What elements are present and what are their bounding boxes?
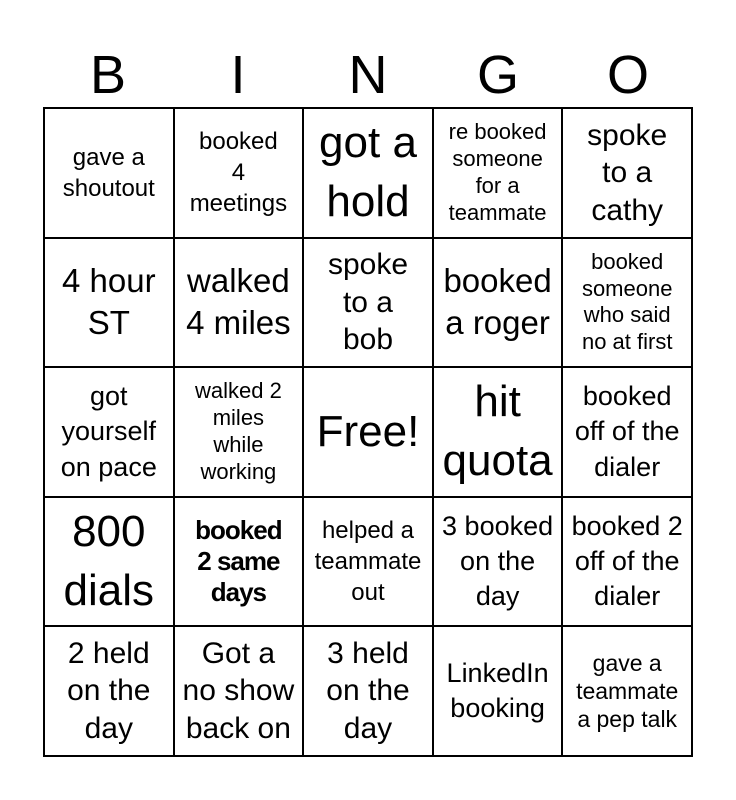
cell-text: booked someone who said no at first — [581, 248, 673, 355]
cell-text: 2 held on the day — [67, 636, 151, 745]
bingo-cell[interactable] — [433, 238, 563, 368]
cell-text: 800 dials — [63, 507, 155, 615]
bingo-cell[interactable] — [303, 238, 433, 368]
cell-text: booked a roger — [443, 261, 552, 342]
bingo-cell[interactable] — [303, 626, 433, 756]
cell-text: spoke to a cathy — [587, 118, 668, 227]
bingo-cell[interactable] — [433, 626, 563, 756]
bingo-cell[interactable] — [44, 367, 174, 497]
cell-text: Got a no show back on — [182, 636, 295, 745]
bingo-cell[interactable] — [174, 626, 304, 756]
bingo-cell[interactable] — [44, 626, 174, 756]
bingo-cell[interactable] — [562, 238, 692, 368]
bingo-cell[interactable] — [44, 108, 174, 238]
cell-text: gave a teammate a pep talk — [576, 650, 679, 733]
header-letter-g: G — [476, 45, 519, 105]
bingo-cell[interactable] — [174, 238, 304, 368]
bingo-cell[interactable] — [562, 108, 692, 238]
free-space-text: Free! — [316, 406, 420, 456]
cell-text: helped a teammate out — [314, 516, 422, 607]
cell-text: gave a shoutout — [62, 143, 155, 202]
bingo-cell[interactable] — [44, 238, 174, 368]
header-letter-b: B — [89, 45, 127, 105]
bingo-cell[interactable] — [303, 108, 433, 238]
cell-text: walked 2 miles while working — [194, 378, 282, 484]
cell-text: got yourself on pace — [60, 381, 157, 482]
bingo-cell[interactable] — [433, 497, 563, 627]
cell-text: walked 4 miles — [186, 261, 291, 342]
header-letter-n: N — [348, 45, 388, 105]
bingo-cell[interactable] — [174, 108, 304, 238]
bingo-card-grid — [43, 107, 693, 757]
cell-text: 3 held on the day — [326, 636, 410, 745]
bingo-cell[interactable] — [174, 497, 304, 627]
cell-text: LinkedIn booking — [446, 658, 549, 724]
bingo-cell[interactable] — [303, 497, 433, 627]
bingo-cell[interactable] — [433, 108, 563, 238]
free-space-cell[interactable] — [303, 367, 433, 497]
cell-text: booked off of the dialer — [574, 381, 680, 482]
bingo-cell[interactable] — [44, 497, 174, 627]
cell-text: booked 4 meetings — [189, 128, 288, 218]
cell-text: 3 booked on the day — [442, 510, 554, 612]
bingo-cell[interactable] — [562, 497, 692, 627]
cell-text: hit quota — [442, 377, 553, 485]
cell-text: got a hold — [319, 118, 417, 226]
bingo-cell[interactable] — [174, 367, 304, 497]
bingo-cell[interactable] — [433, 367, 563, 497]
bingo-cell[interactable] — [562, 626, 692, 756]
cell-text: spoke to a bob — [327, 248, 409, 357]
cell-text: 4 hour ST — [62, 261, 156, 342]
header-letter-o: O — [606, 45, 649, 105]
cell-text: booked 2 off of the dialer — [571, 510, 683, 612]
bingo-header — [43, 42, 693, 108]
bingo-cell[interactable] — [562, 367, 692, 497]
cell-text: re booked someone for a teammate — [448, 119, 547, 225]
cell-text: booked 2 same days — [195, 514, 282, 608]
header-letter-i: I — [230, 45, 246, 105]
